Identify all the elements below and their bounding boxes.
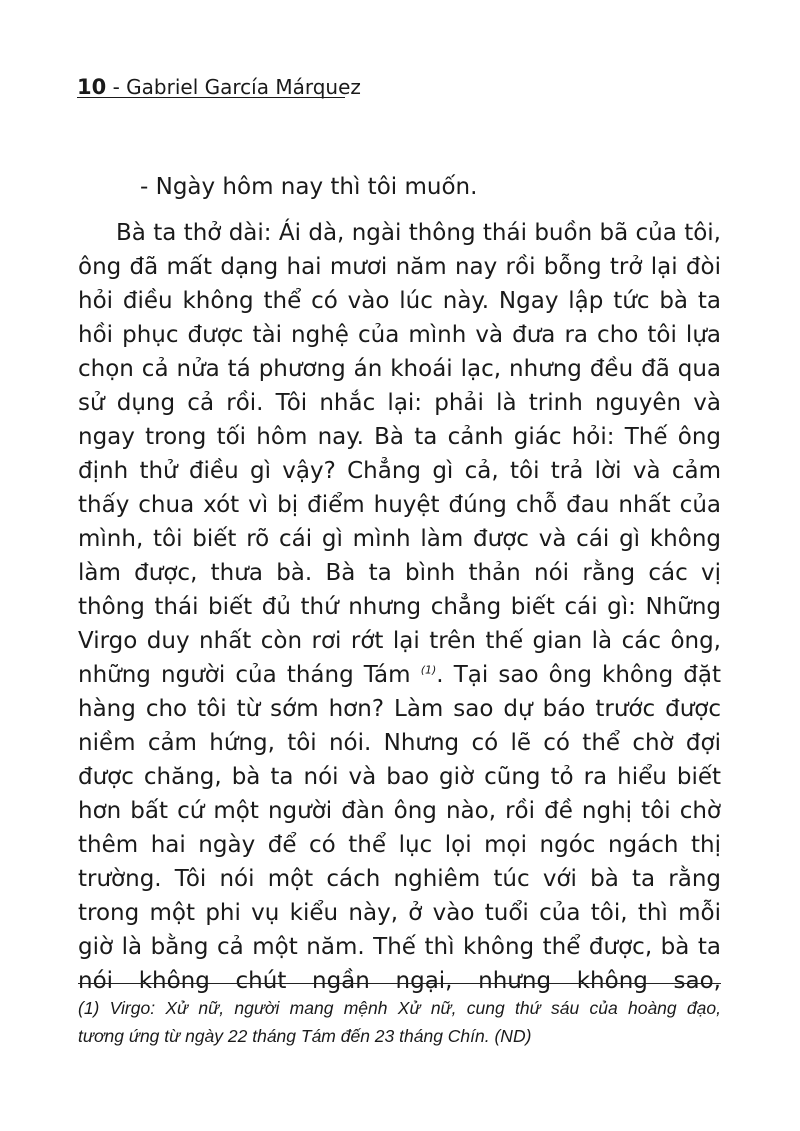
main-paragraph [78,216,721,998]
page-number: 10 [77,75,107,99]
header-separator: - [106,75,127,99]
footnote-rule [78,983,721,984]
header-rule [77,97,345,98]
footnote-line-2: tương ứng từ ngày 22 tháng Tám đến 23 tháng Chín. (ND) [78,1026,532,1046]
header-author: Gabriel García Márquez [126,75,361,99]
page-body [78,170,721,998]
paragraph-text-part1: Bà ta thở dài: Ái dà, ngài thông thái buồn bã của tôi, ông đã mất dạng hai mươi năm nay rồi bỗng trở lại đòi hỏi điều không thể có vào lúc này. Ngay lập tức bà ta hồi phục được tài nghệ của mình và đưa ra cho tôi lựa chọn cả nửa tá phương án khoái lạc, nhưng đều đã qua sử dụng cả rồi. Tôi nhắc lại: phải là trinh nguyên và ngay trong tối hôm nay. Bà ta cảnh giác hỏi: Thế ông định thử điều gì vậy? Chẳng gì cả, tôi trả lời và cảm thấy chua xót vì bị điểm huyệt đúng chỗ đau nhất của mình, tôi biết rõ cái gì mình làm được và cái gì không làm được, thưa bà. Bà ta bình thản nói rằng các vị thông thái biết đủ thứ nhưng chẳng biết cái gì: Những Virgo duy nhất còn rơi rớt lại trên thế gian là các ông, những người của tháng Tám [78,220,721,688]
dialog-line: - Ngày hôm nay thì tôi muốn. [140,174,478,200]
footnote-line-1: (1) Virgo: Xử nữ, người mang mệnh Xử nữ, cung thứ sáu của hoàng đạo, [78,998,721,1018]
paragraph-text-part2: . Tại sao ông không đặt hàng cho tôi từ sớm hơn? Làm sao dự báo trước được niềm cảm hứng, tôi nói. Nhưng có lẽ có thể chờ đợi được chăng, bà ta nói và bao giờ cũng tỏ ra hiểu biết hơn bất cứ một người đàn ông nào, rồi đề nghị tôi chờ thêm hai ngày để có thể lục lọi mọi ngóc ngách thị trường. Tôi nói một cách nghiêm túc với bà ta rằng trong một phi vụ kiểu này, ở vào tuổi của tôi, thì mỗi giờ là bằng cả một năm. Thế thì không thể được, bà ta nói không chút ngần ngại, nhưng không sao, [78,662,722,994]
footnote-reference: (1) [420,663,437,677]
footnote [78,994,721,1050]
